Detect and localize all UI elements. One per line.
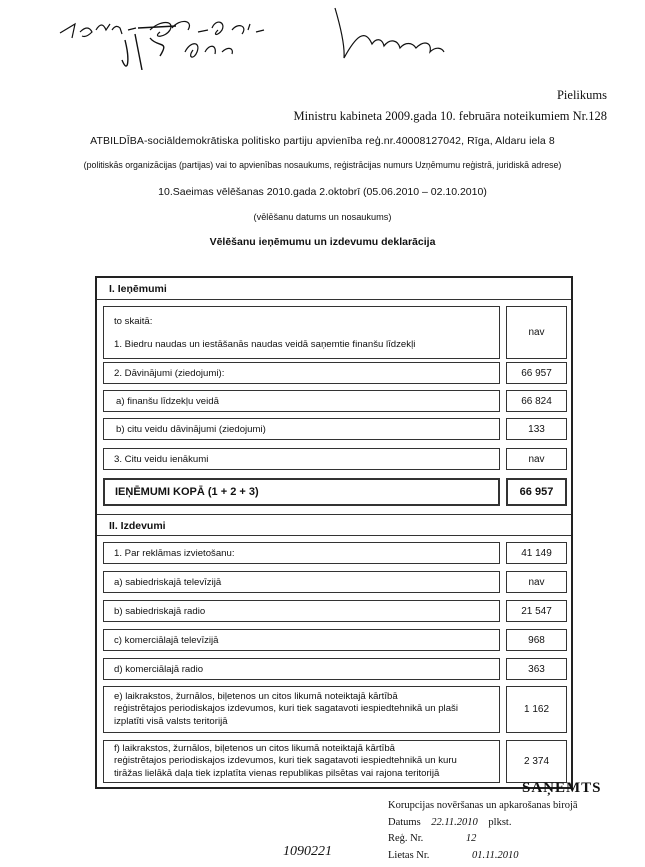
income-r2a-value: 66 824 (506, 390, 567, 412)
re-line-2: reģistrētajos periodiskajos izdevumos, kuri tiek sagatavoti iespiedtehnikā un plaši (114, 703, 458, 715)
expenses-section-header: II. Izdevumi (97, 514, 571, 536)
stamp-case-label: Lietas Nr. (388, 850, 430, 861)
table-row (103, 571, 567, 593)
income-total-label: IEŅĒMUMI KOPĀ (1 + 2 + 3) (103, 478, 500, 506)
expenses-rd-value: 363 (506, 658, 567, 680)
income-r2b-label: b) citu veidu dāvinājumi (ziedojumi) (103, 418, 500, 440)
stamp-date-label: Datums (388, 817, 421, 828)
handwritten-signature (0, 0, 470, 70)
re-line-3: izplatīti visā valsts teritorijā (114, 715, 228, 727)
expenses-re-label (103, 686, 500, 733)
table-row (103, 740, 567, 783)
table-row (103, 448, 567, 470)
table-row (103, 658, 567, 680)
income-r2a-label: a) finanšu līdzekļu veidā (103, 390, 500, 412)
expenses-rc-label: c) komerciālajā televīzijā (103, 629, 500, 651)
party-line: ATBILDĪBA-sociāldemokrātiska politisko partiju apvienība reģ.nr.40008127042, Rīga, Aldaru iela 8 (90, 135, 555, 147)
income-total-value: 66 957 (506, 478, 567, 506)
table-row (103, 306, 567, 359)
stamp-title: SAŅEMTS (522, 780, 602, 796)
document-title: Vēlēšanu ieņēmumu un izdevumu deklarācija (209, 236, 436, 248)
income-r2-label: 2. Dāvinājumi (ziedojumi): (103, 362, 500, 384)
expenses-r1-label: 1. Par reklāmas izvietošanu: (103, 542, 500, 564)
received-stamp (382, 780, 622, 867)
income-section-header: I. Ieņēmumi (97, 278, 571, 300)
income-r2b-value: 133 (506, 418, 567, 440)
rf-line-2: reģistrētajos periodiskajos izdevumos, kuri tiek sagatavoti iespiedtehnikā un kuru (114, 755, 457, 767)
income-r3-label: 3. Citu veidu ienākumi (103, 448, 500, 470)
handwritten-note-text: Labots: 22.11.2010. (60, 38, 69, 39)
stamp-date-value: 22.11.2010 (431, 817, 478, 828)
income-r2-value: 66 957 (506, 362, 567, 384)
election-caption: (vēlēšanu datums un nosaukums) (253, 212, 392, 222)
stamp-reg-label: Reģ. Nr. (388, 833, 424, 844)
to-skaita-label: to skaitā: (114, 315, 153, 327)
expenses-rb-label: b) sabiedriskajā radio (103, 600, 500, 622)
stamp-office: Korupcijas novēršanas un apkarošanas birojā (388, 800, 578, 811)
table-row (103, 629, 567, 651)
expenses-rb-value: 21 547 (506, 600, 567, 622)
table-row (103, 478, 567, 506)
income-r1-label: 1. Biedru naudas un iestāšanās naudas veidā saņemtie finanšu līdzekļi (114, 338, 416, 350)
table-row (103, 418, 567, 440)
expenses-re-value: 1 162 (506, 686, 567, 733)
income-r1-value: nav (506, 306, 567, 359)
expenses-rf-value: 2 374 (506, 740, 567, 783)
row-label (103, 306, 500, 359)
stamp-reg-row (388, 833, 476, 844)
rf-line-1: f) laikrakstos, žurnālos, biļetenos un citos likumā noteiktajā kārtībā (114, 742, 396, 754)
party-caption: (politiskās organizācijas (partijas) vai to apvienības nosaukums, reģistrācijas numurs Uzņēmumu reģistrā, juridiskā adrese) (83, 160, 562, 170)
re-line-1: e) laikrakstos, žurnālos, biļetenos un citos likumā noteiktajā kārtībā (114, 690, 398, 702)
appendix-label: Pielikums (556, 88, 607, 102)
expenses-rc-value: 968 (506, 629, 567, 651)
table-row (103, 542, 567, 564)
expenses-rd-label: d) komerciālajā radio (103, 658, 500, 680)
table-row (103, 600, 567, 622)
expenses-rf-label (103, 740, 500, 783)
stamp-time-label: plkst. (488, 817, 512, 828)
rf-line-3: tirāžas lielākā daļa tiek izplatīta vienas republikas pilsētas vai rajona teritorijā (114, 767, 440, 779)
table-row (103, 390, 567, 412)
election-line: 10.Saeimas vēlēšanas 2010.gada 2.oktobrī (05.06.2010 – 02.10.2010) (158, 186, 487, 198)
expenses-ra-label: a) sabiedriskajā televīzijā (103, 571, 500, 593)
expenses-r1-value: 41 149 (506, 542, 567, 564)
ministry-reference: Ministru kabineta 2009.gada 10. februāra noteikumiem Nr.128 (293, 109, 607, 123)
table-row (103, 362, 567, 384)
table-row (103, 686, 567, 733)
stamp-case-value: 01.11.2010 (472, 850, 519, 861)
income-r3-value: nav (506, 448, 567, 470)
stamp-reg-value: 12 (465, 833, 477, 844)
stamp-case-row (388, 850, 519, 861)
stamp-date-row (388, 817, 511, 828)
footer-handwritten-number: 1090221 (283, 844, 332, 859)
expenses-ra-value: nav (506, 571, 567, 593)
